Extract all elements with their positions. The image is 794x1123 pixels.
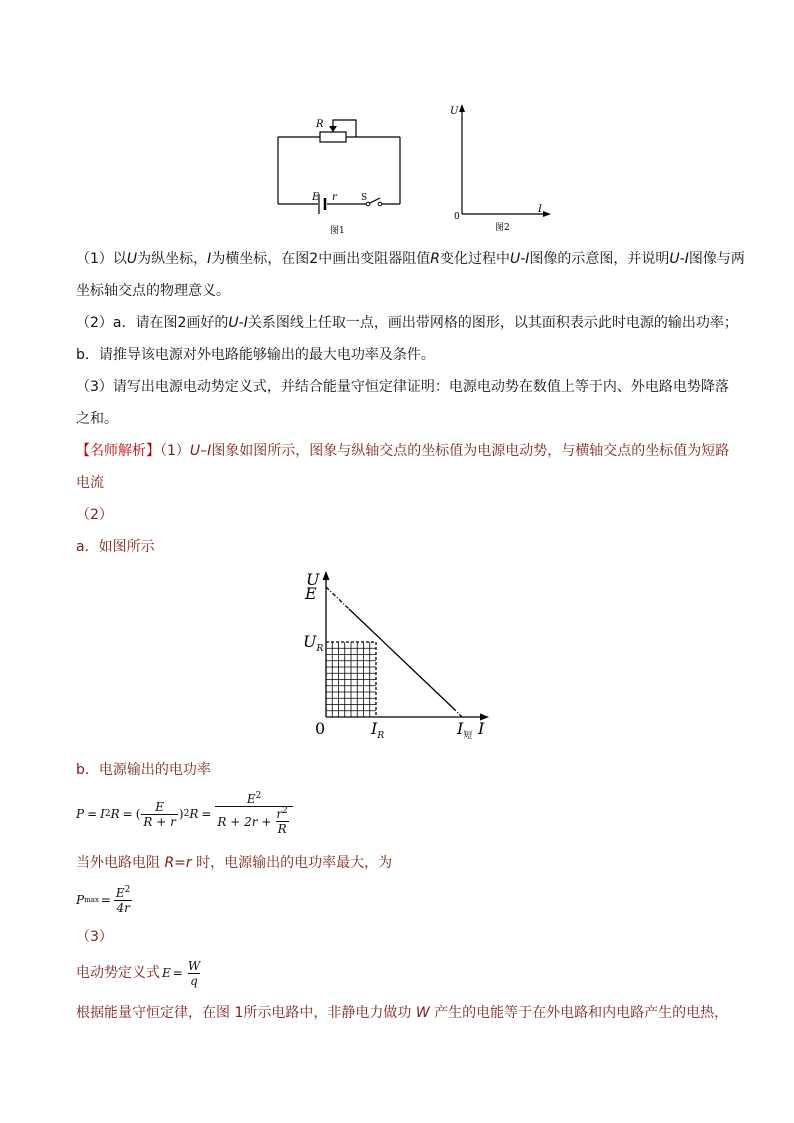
fig3-origin: 0 [315,719,326,738]
fig3-label-Ishort: $I_短$ [457,719,473,741]
question-2b: b．请推导该电源对外电路能够输出的最大电功率及条件。 [76,347,435,363]
answer-condition: 当外电路电阻 R=r 时，电源输出的电功率最大，为 [76,855,393,871]
fig3-axis-x: I [478,719,485,738]
power-equation: P = I 2 R = ( $\frac{E}{R + r}$ ) 2 R = $E^2$ R + 2r + $\frac{r^2}{R}$ [76,788,294,840]
answer-1-line-1: 【名师解析】（1）U–I图象如图所示，图象与纵轴交点的坐标值为电源电动势，与横轴交点的坐标值为短路 [76,443,730,459]
fraction-E-over-R-plus-r: $\frac{E}{R + r}$ [143,799,176,829]
question-3-line-2: 之和。 [76,411,118,427]
fraction-final: $E^2$ R + 2r + $\frac{r^2}{R}$ [215,792,292,836]
fig2-axis-x: I [538,204,542,215]
fig1-label-r: r [332,192,337,203]
answer-tag: 【名师解析】 [76,443,160,459]
answer-2b: b．电源输出的电功率 [76,762,211,778]
power-grid-area [326,642,376,717]
question-1-line-2: 坐标轴交点的物理意义。 [76,283,230,299]
question-3-line-1: （3）请写出电源电动势定义式，并结合能量守恒定律证明：电源电动势在数值上等于内、外电路电势降落 [76,379,729,395]
fig2-caption: 图2 [495,223,510,233]
answer-3-last-line: 根据能量守恒定律，在图 1所示电路中，非静电力做功 W 产生的电能等于在外电路和内电路产生的电热， [76,1005,729,1021]
question-2a: （2）a．请在图2画好的U-I关系图线上任取一点，画出带网格的图形，以其面积表示此时电源的输出功率； [76,315,738,331]
answer-2-heading: （2） [76,507,113,523]
circuit-figure [270,110,420,240]
fig1-label-E: E [312,192,320,203]
question-1-line-1: （1）以U为纵坐标，I为横坐标，在图2中画出变阻器阻值R变化过程中U-I图像的示意图，并说明U-I图像与两 [76,251,745,267]
answer-2a: a．如图所示 [76,539,155,555]
emf-definition: 电动势定义式 E = $\frac{W}{q}$ [76,958,201,988]
fig3-axis-y: U [306,570,320,589]
fraction-W-over-q: $\frac{W}{q}$ [187,958,201,988]
ui-line-extension-bottom [453,708,462,717]
ui-line-solid [349,609,453,708]
fig1-label-R: R [316,119,324,130]
fig3-label-UR: $U_R$ [303,632,324,654]
answer-1-line-2: 电流 [76,475,104,491]
fig3-label-E: E [305,584,317,603]
fig2-origin: 0 [454,212,460,222]
ui-graph-figure [295,565,495,745]
fig1-caption: 图1 [330,226,345,236]
fig2-axis-y: U [450,106,459,117]
max-power-equation: P max = $\frac{E^2}{4r}$ [76,884,131,915]
fig1-label-S: S [361,193,368,203]
answer-3-heading: （3） [76,929,113,945]
blank-axes-figure [445,98,555,238]
fig3-label-IR: $I_R$ [371,719,385,741]
ui-line-extension-top [326,587,349,609]
